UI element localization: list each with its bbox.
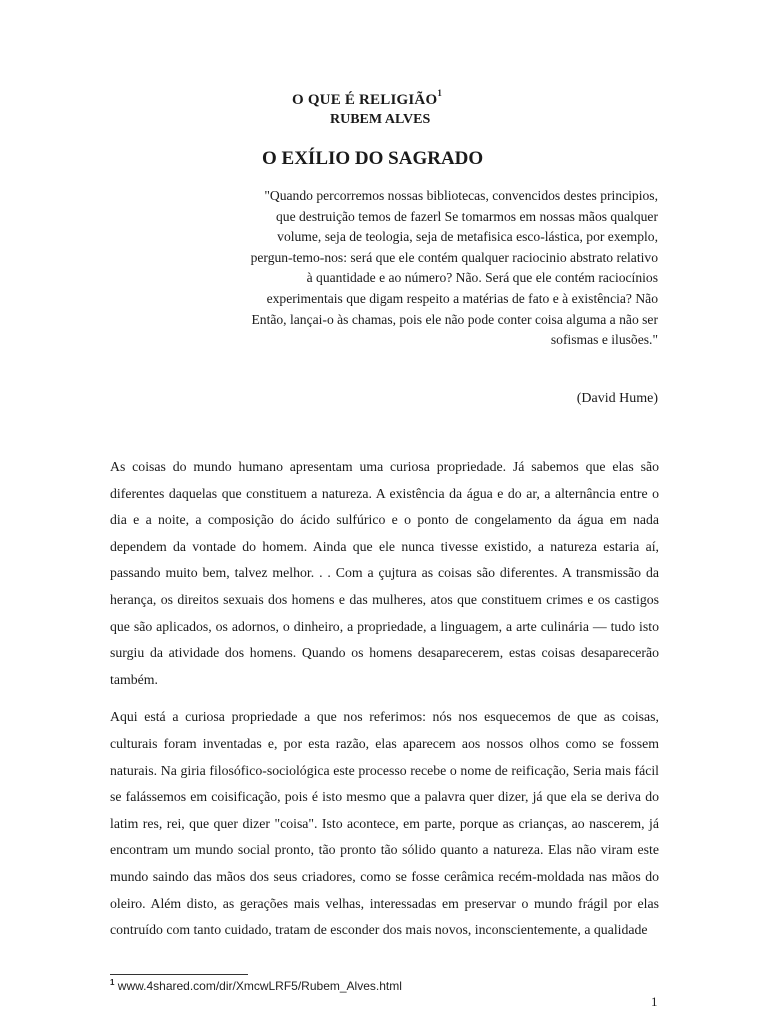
paragraph: Aqui está a curiosa propriedade a que nos referimos: nós nos esquecemos de que as coisas, culturais foram inventadas e, por esta razão, elas aparecem aos nossos olhos como se fossem naturais. Na giria filosófico-sociológica este processo recebe o nome de reificação, Seria mais fácil se falássemos em coisificação, pois é isto mesmo que a palavra quer dizer, já que ela se deriva do latim res, rei, que quer dizer "coisa". Isto acontece, em parte, porque as crianças, ao nascerem, já encontram um mundo social pronto, tão pronto tão sólido quanto a natureza. Elas não viram este mundo saindo das mãos dos seus criadores, como se fosse cerâmica recém-moldada nas mãos do oleiro. Além disto, as gerações mais velhas, interessadas em preservar o mundo frágil por elas contruído com tanto cuidado, tratam de esconder dos mais novos, inconscientemente, a qualidade <box>110 709 659 938</box>
body-text <box>110 454 659 955</box>
page-number: 1 <box>651 994 658 1009</box>
epigraph-text: "Quando percorremos nossas bibliotecas, convencidos destes principios, que destruição temos de fazerl Se tomarmos em nossas mãos qualquer volume, seja de teologia, seja de metafisica esco-lástica, por exemplo, pergun-temo-nos: será que ele contém qualquer raciocinio abstrato relativo à quantidade e ao número? Não. Será que ele contém raciocínios experimentais que digam respeito a matérias de fato e à existência? Não Então, lançai-o às chamas, pois ele não pode conter coisa alguma a não ser sofismas e ilusões." <box>250 188 658 348</box>
footnote-mark: 1 <box>110 978 115 987</box>
paragraph: As coisas do mundo humano apresentam uma curiosa propriedade. Já sabemos que elas são diferentes daquelas que constituem a natureza. A existência da água e do ar, a alternância entre o dia e a noite, a composição do ácido sulfúrico e o ponto de congelamento da água em nada dependem da vontade do homem. Ainda que ele nunca tivesse existido, a natureza estaria aí, passando muito bem, talvez melhor. . . Com a çujtura as coisas são diferentes. A transmissão da herança, os direitos sexuais dos homens e das mulheres, atos que constituem crimes e os castigos que são aplicados, os adornos, o dinheiro, a propriedade, a linguagem, a arte culinária — tudo isto surgiu da atividade dos homens. Quando os homens desaparecerem, estas coisas desaparecerão também. <box>110 459 659 687</box>
footnote <box>110 978 402 993</box>
book-title-text: O QUE É RELIGIÃO <box>292 92 438 108</box>
epigraph-quote <box>250 186 658 351</box>
epigraph-attribution: (David Hume) <box>576 391 658 406</box>
footnote-divider <box>110 974 248 975</box>
footnote-link[interactable]: www.4shared.com/dir/XmcwLRF5/Rubem_Alves.html <box>117 979 402 993</box>
chapter-title: O EXÍLIO DO SAGRADO <box>262 148 484 169</box>
author-name: RUBEM ALVES <box>330 112 431 127</box>
book-title <box>292 90 442 109</box>
title-footnote-mark: 1 <box>437 88 443 98</box>
